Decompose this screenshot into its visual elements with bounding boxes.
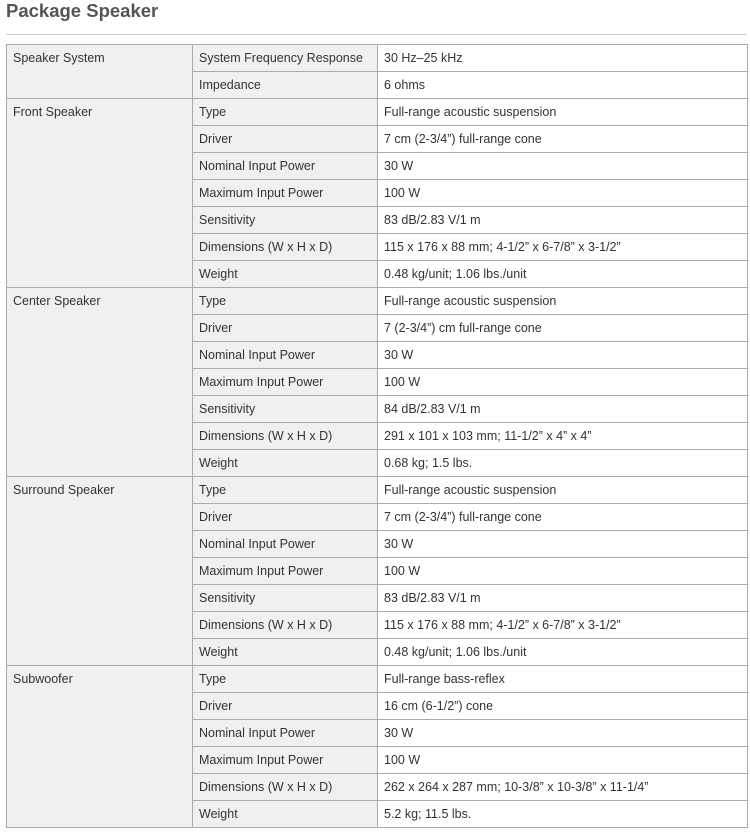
spec-value-cell: 100 W <box>378 747 748 774</box>
spec-label-cell: Impedance <box>193 72 378 99</box>
spec-label-cell: Type <box>193 288 378 315</box>
spec-value-cell: 0.68 kg; 1.5 lbs. <box>378 450 748 477</box>
table-row <box>7 666 748 693</box>
spec-value-cell: 83 dB/2.83 V/1 m <box>378 207 748 234</box>
spec-label-cell: Nominal Input Power <box>193 720 378 747</box>
spec-label-cell: Weight <box>193 639 378 666</box>
spec-label-cell: Driver <box>193 504 378 531</box>
spec-value-cell: 115 x 176 x 88 mm; 4-1/2” x 6-7/8” x 3-1/2” <box>378 612 748 639</box>
spec-value-cell: 83 dB/2.83 V/1 m <box>378 585 748 612</box>
spec-label-cell: Maximum Input Power <box>193 180 378 207</box>
spec-label-cell: Nominal Input Power <box>193 531 378 558</box>
table-row <box>7 45 748 72</box>
spec-value-cell: 100 W <box>378 180 748 207</box>
group-name-cell: Center Speaker <box>7 288 193 477</box>
group-name-cell: Speaker System <box>7 45 193 99</box>
spec-value-cell: 30 W <box>378 531 748 558</box>
spec-value-cell: 6 ohms <box>378 72 748 99</box>
spec-value-cell: 100 W <box>378 558 748 585</box>
spec-label-cell: Sensitivity <box>193 396 378 423</box>
spec-label-cell: Driver <box>193 315 378 342</box>
spec-label-cell: Driver <box>193 126 378 153</box>
spec-label-cell: Sensitivity <box>193 585 378 612</box>
spec-label-cell: Dimensions (W x H x D) <box>193 612 378 639</box>
spec-value-cell: 0.48 kg/unit; 1.06 lbs./unit <box>378 261 748 288</box>
spec-value-cell: Full-range bass-reflex <box>378 666 748 693</box>
spec-value-cell: Full-range acoustic suspension <box>378 477 748 504</box>
spec-label-cell: Dimensions (W x H x D) <box>193 774 378 801</box>
spec-label-cell: Nominal Input Power <box>193 153 378 180</box>
spec-label-cell: Driver <box>193 693 378 720</box>
spec-label-cell: Nominal Input Power <box>193 342 378 369</box>
spec-label-cell: Maximum Input Power <box>193 369 378 396</box>
spec-value-cell: 115 x 176 x 88 mm; 4-1/2” x 6-7/8” x 3-1/2” <box>378 234 748 261</box>
spec-value-cell: 7 cm (2-3/4”) full-range cone <box>378 126 748 153</box>
spec-value-cell: 5.2 kg; 11.5 lbs. <box>378 801 748 828</box>
spec-label-cell: Type <box>193 477 378 504</box>
group-name-cell: Front Speaker <box>7 99 193 288</box>
spec-value-cell: 30 W <box>378 342 748 369</box>
spec-value-cell: 84 dB/2.83 V/1 m <box>378 396 748 423</box>
spec-label-cell: Weight <box>193 801 378 828</box>
title-divider <box>6 34 747 35</box>
spec-table <box>6 44 748 828</box>
spec-value-cell: 291 x 101 x 103 mm; 11-1/2” x 4” x 4” <box>378 423 748 450</box>
spec-label-cell: Weight <box>193 261 378 288</box>
spec-value-cell: Full-range acoustic suspension <box>378 288 748 315</box>
spec-label-cell: System Frequency Response <box>193 45 378 72</box>
spec-value-cell: 30 W <box>378 153 748 180</box>
table-row <box>7 288 748 315</box>
spec-label-cell: Sensitivity <box>193 207 378 234</box>
spec-label-cell: Dimensions (W x H x D) <box>193 423 378 450</box>
page-title: Package Speaker <box>6 0 159 21</box>
spec-value-cell: Full-range acoustic suspension <box>378 99 748 126</box>
spec-value-cell: 7 cm (2-3/4”) full-range cone <box>378 504 748 531</box>
table-row <box>7 99 748 126</box>
spec-table-body <box>7 45 748 828</box>
spec-value-cell: 30 Hz–25 kHz <box>378 45 748 72</box>
spec-label-cell: Type <box>193 99 378 126</box>
spec-value-cell: 7 (2-3/4”) cm full-range cone <box>378 315 748 342</box>
group-name-cell: Surround Speaker <box>7 477 193 666</box>
group-name-cell: Subwoofer <box>7 666 193 828</box>
table-row <box>7 477 748 504</box>
spec-value-cell: 262 x 264 x 287 mm; 10-3/8” x 10-3/8” x 11-1/4” <box>378 774 748 801</box>
spec-label-cell: Weight <box>193 450 378 477</box>
spec-label-cell: Maximum Input Power <box>193 558 378 585</box>
spec-value-cell: 100 W <box>378 369 748 396</box>
spec-value-cell: 16 cm (6-1/2”) cone <box>378 693 748 720</box>
spec-label-cell: Maximum Input Power <box>193 747 378 774</box>
spec-label-cell: Dimensions (W x H x D) <box>193 234 378 261</box>
spec-value-cell: 30 W <box>378 720 748 747</box>
spec-value-cell: 0.48 kg/unit; 1.06 lbs./unit <box>378 639 748 666</box>
spec-label-cell: Type <box>193 666 378 693</box>
